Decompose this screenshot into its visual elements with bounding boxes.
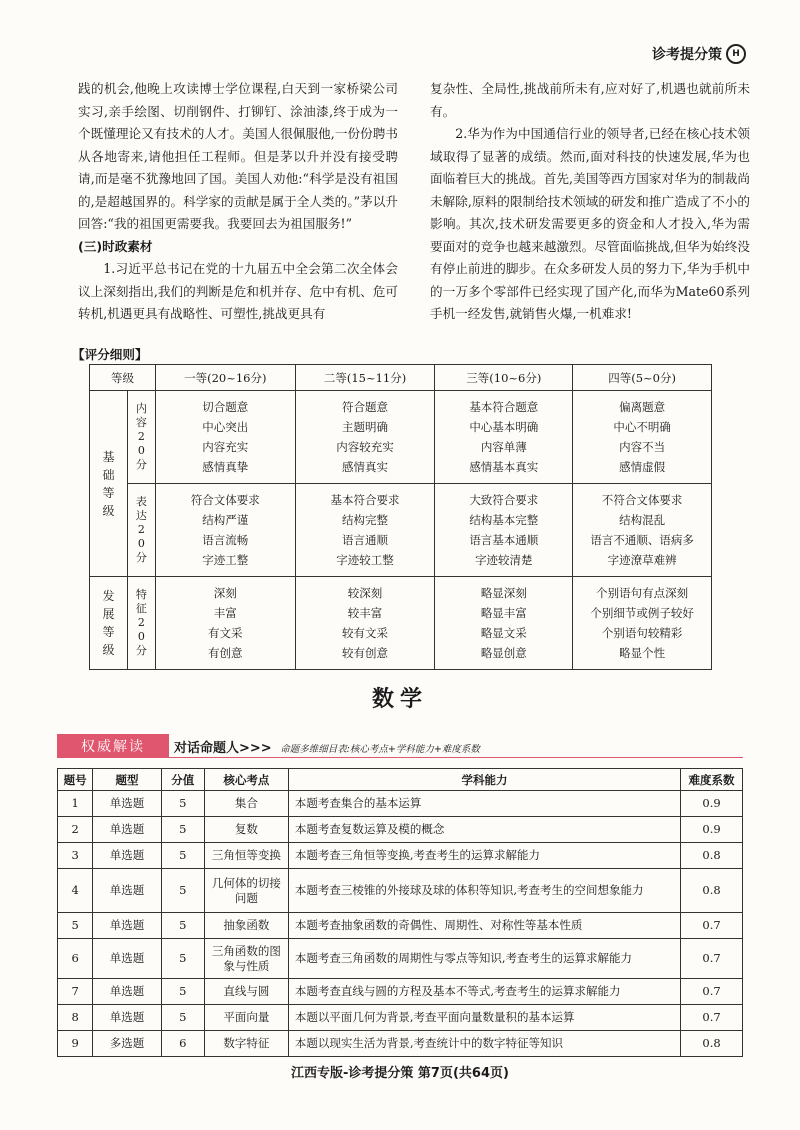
cell-no: 2 (58, 817, 93, 843)
cell-ability: 本题考查抽象函数的奇偶性、周期性、对称性等基本性质 (288, 913, 680, 939)
authority-banner (57, 732, 743, 760)
table-row (58, 913, 743, 939)
cell-type: 单选题 (93, 817, 161, 843)
cell-topic: 几何体的切接问题 (204, 869, 288, 913)
cell-difficulty: 0.9 (681, 817, 743, 843)
left-paragraph-2: 1.习近平总书记在党的十九届五中全会第二次全体会议上深刻指出,我们的判断是危和机并存、危中有机、危可转机,机遇更具有战略性、可塑性,挑战更具有 (78, 261, 398, 321)
criteria-cell: 深刻 丰富 有文采 有创意 (155, 577, 295, 670)
cell-ability: 本题考查三棱锥的外接球及球的体积等知识,考查考生的空间想象能力 (288, 869, 680, 913)
criteria-header-level: 等级 (90, 365, 156, 391)
criteria-cell: 基本符合题意 中心基本明确 内容单薄 感情基本真实 (435, 391, 573, 484)
math-section-title: 数学 (371, 687, 428, 712)
cell-difficulty: 0.9 (681, 791, 743, 817)
cell-ability: 本题考查三角恒等变换,考查考生的运算求解能力 (288, 843, 680, 869)
criteria-cell: 基本符合要求 结构完整 语言通顺 字迹较工整 (295, 484, 435, 577)
criteria-row-expression (90, 484, 712, 577)
cell-type: 单选题 (93, 1005, 161, 1031)
math-header-topic: 核心考点 (204, 769, 288, 791)
cell-type: 单选题 (93, 843, 161, 869)
table-row (58, 843, 743, 869)
cell-score: 5 (161, 979, 204, 1005)
cell-no: 9 (58, 1031, 93, 1057)
cell-no: 1 (58, 791, 93, 817)
cell-no: 6 (58, 939, 93, 979)
right-paragraph-1: 复杂性、全局性,挑战前所未有,应对好了,机遇也就前所未有。 (430, 81, 750, 119)
math-spec-table (57, 768, 743, 1057)
cell-type: 单选题 (93, 939, 161, 979)
cell-type: 单选题 (93, 979, 161, 1005)
cell-score: 5 (161, 939, 204, 979)
table-row (58, 1005, 743, 1031)
criteria-row-content (90, 391, 712, 484)
group-label-development: 发 展 等 级 (90, 577, 128, 670)
criteria-cell: 不符合文体要求 结构混乱 语言不通顺、语病多 字迹潦草难辨 (573, 484, 712, 577)
cell-ability: 本题以现实生活为背景,考查统计中的数字特征等知识 (288, 1031, 680, 1057)
cell-difficulty: 0.8 (681, 869, 743, 913)
cell-score: 5 (161, 791, 204, 817)
banner-underline (169, 757, 743, 758)
left-paragraph-1: 践的机会,他晚上攻读博士学位课程,白天到一家桥梁公司实习,亲手绘图、切削钢件、打铆钉、涂油漆,终于成为一个既懂理论又有技术的人才。美国人很佩服他,一份份聘书从各地寄来,请他担任工程师。但是茅以升并没有接受聘请,而是毫不犹豫地回了国。美国人劝他:“科学是没有祖国的,是超越国界的。科学家的贡献是属于全人类的。”茅以升回答:“我的祖国更需要我。我要回去为祖国服务!” (78, 81, 398, 231)
cell-score: 5 (161, 817, 204, 843)
page-footer: 江西专版-诊考提分策 第7页(共64页) (291, 1066, 509, 1081)
cell-topic: 三角恒等变换 (204, 843, 288, 869)
table-row (58, 817, 743, 843)
cell-score: 5 (161, 843, 204, 869)
math-header-difficulty: 难度系数 (681, 769, 743, 791)
criteria-cell: 切合题意 中心突出 内容充实 感情真挚 (155, 391, 295, 484)
cell-difficulty: 0.7 (681, 939, 743, 979)
criteria-cell: 符合文体要求 结构严谨 语言流畅 字迹工整 (155, 484, 295, 577)
criteria-header-row (90, 365, 712, 391)
cell-no: 7 (58, 979, 93, 1005)
cell-topic: 数字特征 (204, 1031, 288, 1057)
table-row (58, 939, 743, 979)
cell-ability: 本题考查复数运算及模的概念 (288, 817, 680, 843)
section-heading-current-affairs: (三)时政素材 (78, 238, 153, 254)
cell-topic: 复数 (204, 817, 288, 843)
scoring-criteria-table (89, 364, 712, 670)
criteria-header-grade1: 一等(20~16分) (155, 365, 295, 391)
sub-label-content: 内 容 2 0 分 (127, 391, 155, 484)
cell-ability: 本题考查三角函数的周期性与零点等知识,考查考生的运算求解能力 (288, 939, 680, 979)
cell-score: 5 (161, 913, 204, 939)
sub-label-expression: 表 达 2 0 分 (127, 484, 155, 577)
cell-topic: 平面向量 (204, 1005, 288, 1031)
criteria-cell: 大致符合要求 结构基本完整 语言基本通顺 字迹较清楚 (435, 484, 573, 577)
criteria-row-features (90, 577, 712, 670)
cell-ability: 本题以平面几何为背景,考查平面向量数量积的基本运算 (288, 1005, 680, 1031)
criteria-cell: 个别语句有点深刻 个别细节或例子较好 个别语句较精彩 略显个性 (573, 577, 712, 670)
math-header-ability: 学科能力 (288, 769, 680, 791)
cell-difficulty: 0.8 (681, 843, 743, 869)
cell-no: 4 (58, 869, 93, 913)
cell-topic: 直线与圆 (204, 979, 288, 1005)
scoring-criteria-label: 【评分细则】 (72, 347, 148, 362)
cell-ability: 本题考查直线与圆的方程及基本不等式,考查考生的运算求解能力 (288, 979, 680, 1005)
table-row (58, 791, 743, 817)
math-header-score: 分值 (161, 769, 204, 791)
sub-label-features: 特 征 2 0 分 (127, 577, 155, 670)
cell-score: 5 (161, 1005, 204, 1031)
cell-difficulty: 0.7 (681, 979, 743, 1005)
table-row (58, 869, 743, 913)
banner-dialog: 对话命题人>>> (174, 741, 272, 756)
banner-tag: 权威解读 (57, 734, 169, 758)
cell-topic: 三角函数的图象与性质 (204, 939, 288, 979)
cell-difficulty: 0.7 (681, 913, 743, 939)
cell-score: 6 (161, 1031, 204, 1057)
cell-difficulty: 0.7 (681, 1005, 743, 1031)
cell-topic: 集合 (204, 791, 288, 817)
cell-difficulty: 0.8 (681, 1031, 743, 1057)
math-table-body (58, 791, 743, 1057)
cell-score: 5 (161, 869, 204, 913)
table-row (58, 1031, 743, 1057)
cell-type: 单选题 (93, 791, 161, 817)
criteria-header-grade4: 四等(5~0分) (573, 365, 712, 391)
criteria-header-grade2: 二等(15~11分) (295, 365, 435, 391)
group-label-basic: 基 础 等 级 (90, 391, 128, 577)
page-header (652, 44, 746, 64)
cell-no: 8 (58, 1005, 93, 1031)
cell-type: 单选题 (93, 869, 161, 913)
right-paragraph-2: 2.华为作为中国通信行业的领导者,已经在核心技术领域取得了显著的成绩。然而,面对科技的快速发展,华为也面临着巨大的挑战。首先,美国等西方国家对华为的制裁尚未解除,原料的限制给技术领域的研发和推广造成了不小的影响。其次,技术研发需要更多的资金和人才投入,华为需要面对的竞争也越来越激烈。尽管面临挑战,但华为始终没有停止前进的脚步。在众多研发人员的努力下,华为手机中的一万多个零部件已经实现了国产化,而华为Mate60系列手机一经发售,就销售火爆,一机难求! (430, 126, 750, 321)
math-header-no: 题号 (58, 769, 93, 791)
banner-subtitle: 命题多维细目表:核心考点+学科能力+难度系数 (280, 744, 480, 755)
math-header-row (58, 769, 743, 791)
criteria-cell: 符合题意 主题明确 内容较充实 感情真实 (295, 391, 435, 484)
table-row (58, 979, 743, 1005)
left-text-column (78, 78, 398, 326)
brand-logo-icon: H (726, 44, 746, 64)
cell-topic: 抽象函数 (204, 913, 288, 939)
math-header-type: 题型 (93, 769, 161, 791)
cell-no: 5 (58, 913, 93, 939)
criteria-header-grade3: 三等(10~6分) (435, 365, 573, 391)
banner-text (174, 737, 480, 756)
cell-ability: 本题考查集合的基本运算 (288, 791, 680, 817)
cell-type: 单选题 (93, 913, 161, 939)
header-title: 诊考提分策 (652, 47, 722, 63)
cell-type: 多选题 (93, 1031, 161, 1057)
criteria-cell: 略显深刻 略显丰富 略显文采 略显创意 (435, 577, 573, 670)
cell-no: 3 (58, 843, 93, 869)
criteria-cell: 较深刻 较丰富 较有文采 较有创意 (295, 577, 435, 670)
criteria-cell: 偏离题意 中心不明确 内容不当 感情虚假 (573, 391, 712, 484)
right-text-column (430, 78, 750, 326)
